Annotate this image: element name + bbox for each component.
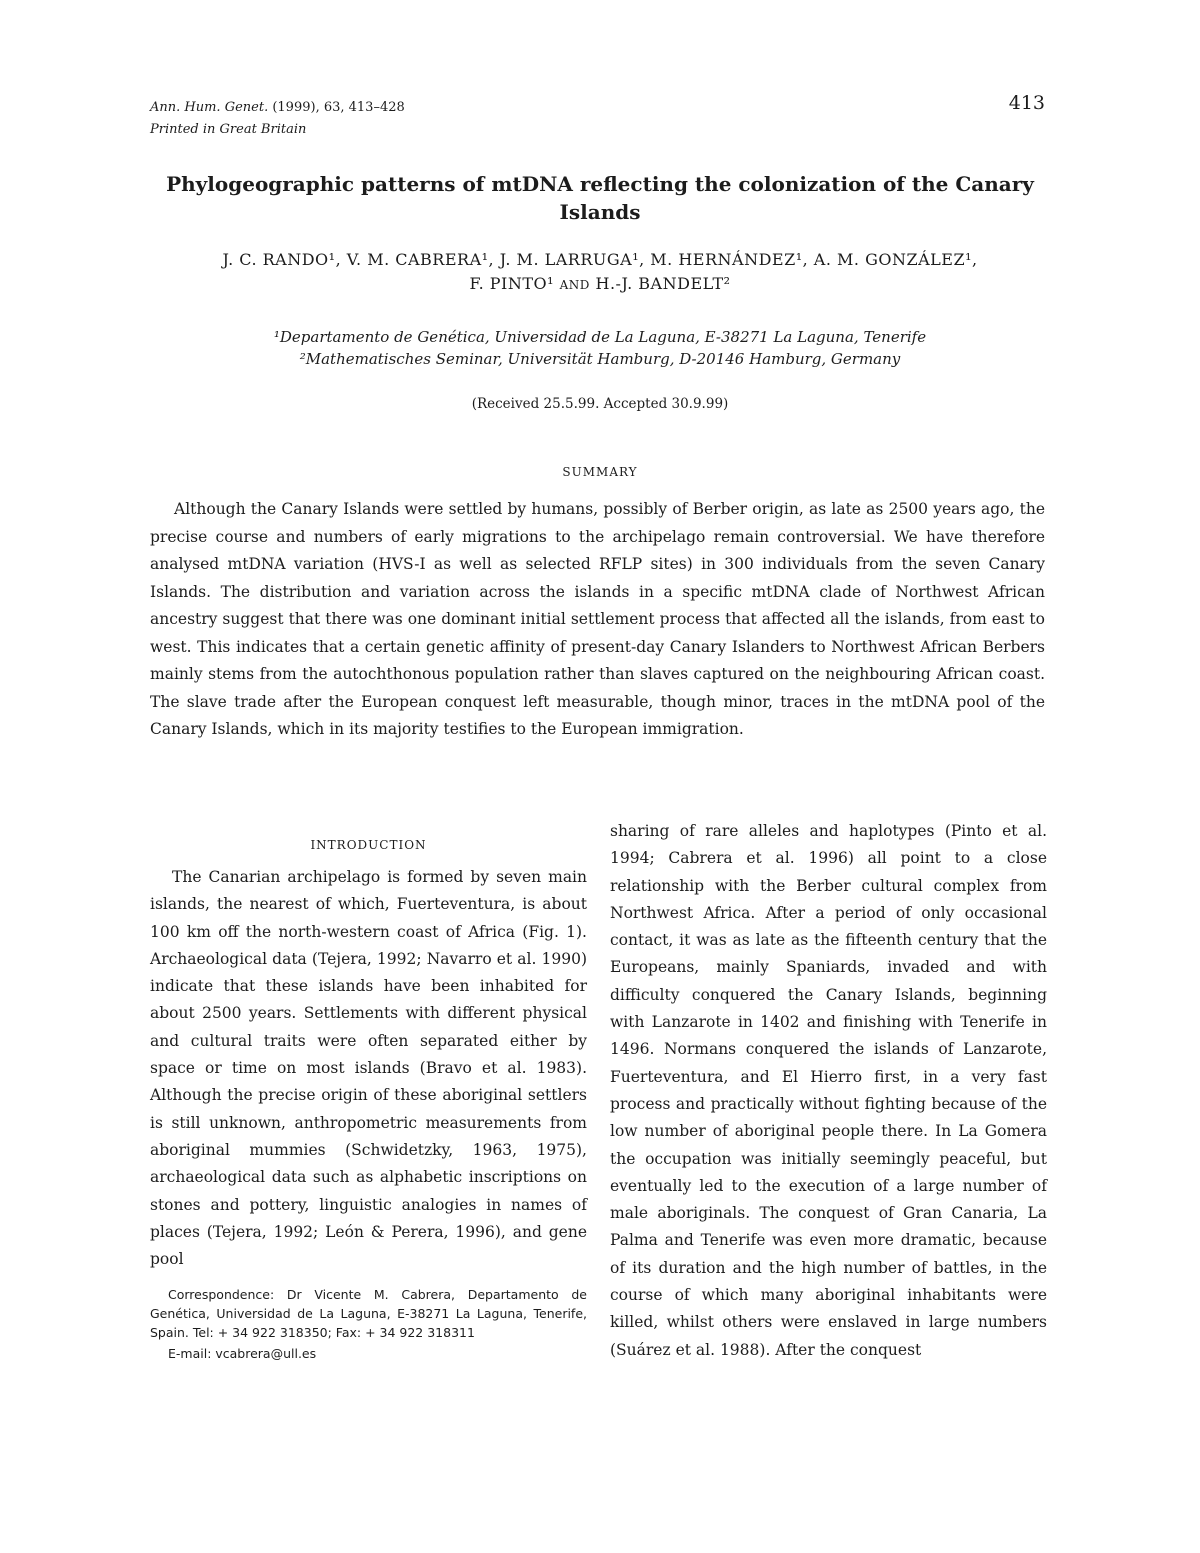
summary-heading: SUMMARY [562, 465, 638, 479]
author-and: AND [559, 278, 590, 292]
summary-text: Although the Canary Islands were settled by humans, possibly of Berber origin, as late as 2500 years ago, the precise course and numbers of early migrations to the archipelago remain controversial. We have therefore analysed mtDNA variation (HVS-I as well as selected RFLP sites) in 300 individuals from the seven Canary Islands. The distribution and variation across the islands in a specific mtDNA clade of Northwest African ancestry suggest that there was one dominant initial settlement process that affected all the islands, from east to west. This indicates that a certain genetic affinity of present-day Canary Islanders to Northwest African Berbers mainly stems from the autochthonous population rather than slaves captured on the neighbouring African coast. The slave trade after the European conquest left measurable, though minor, traces in the mtDNA pool of the Canary Islands, which in its majority testifies to the European immigration. [150, 500, 1045, 738]
author-bandelt: H.-J. BANDELT² [589, 274, 731, 293]
introduction-paragraph-left: The Canarian archipelago is formed by seven main islands, the nearest of which, Fuerteventura, is about 100 km off the north-western coast of Africa (Fig. 1). Archaeological data (Tejera, 1992; Navarro et al. 1990) indicate that these islands have been inhabited for about 2500 years. Settlements with different physical and cultural traits were often separated either by space or time on most islands (Bravo et al. 1983). Although the precise origin of these aboriginal settlers is still unknown, anthropometric measurements from aboriginal mummies (Schwidetzky, 1963, 1975), archaeological data such as alphabetic inscriptions on stones and pottery, linguistic analogies in names of places (Tejera, 1992; León & Perera, 1996), and gene pool [150, 868, 587, 1269]
printed-in: Printed in Great Britain [150, 122, 307, 137]
left-column [150, 838, 587, 1363]
author-line-1: J. C. RANDO¹, V. M. CABRERA¹, J. M. LARRUGA¹, M. HERNÁNDEZ¹, A. M. GONZÁLEZ¹, [222, 250, 978, 269]
correspondence-footnote [150, 1285, 587, 1363]
journal-abbrev: Ann. Hum. Genet. [150, 100, 269, 115]
paper-title: Phylogeographic patterns of mtDNA reflecting the colonization of the Canary Islands [166, 172, 1034, 224]
page-number: 413 [1008, 92, 1045, 114]
affiliation-1: ¹Departamento de Genética, Universidad de La Laguna, E-38271 La Laguna, Tenerife [273, 328, 927, 346]
affiliation-2: ²Mathematisches Seminar, Universität Hamburg, D-20146 Hamburg, Germany [299, 350, 901, 368]
author-line-2 [140, 272, 1060, 297]
author-pinto: F. PINTO¹ [469, 274, 560, 293]
email-text: E-mail: vcabrera@ull.es [168, 1346, 317, 1362]
journal-citation [150, 97, 405, 141]
received-dates: (Received 25.5.99. Accepted 30.9.99) [471, 396, 729, 412]
affiliations [150, 326, 1050, 370]
correspondence-text: Correspondence: Dr Vicente M. Cabrera, Departamento de Genética, Universidad de La Laguna, E-38271 La Laguna, Tenerife, Spain. Tel: + 34 922 318350; Fax: + 34 922 318311 [150, 1287, 587, 1341]
author-list [140, 248, 1060, 297]
right-column [610, 818, 1047, 1364]
introduction-paragraph-right: sharing of rare alleles and haplotypes (Pinto et al. 1994; Cabrera et al. 1996) all point to a close relationship with the Berber cultural complex from Northwest Africa. After a period of only occasional contact, it was as late as the fifteenth century that the Europeans, mainly Spaniards, invaded and with difficulty conquered the Canary Islands, beginning with Lanzarote in 1402 and finishing with Tenerife in 1496. Normans conquered the islands of Lanzarote, Fuerteventura, and El Hierro first, in a very fast process and practically without fighting because of the low number of aboriginal people there. In La Gomera the occupation was initially seemingly peaceful, but eventually led to the execution of a large number of male aboriginals. The conquest of Gran Canaria, La Palma and Tenerife was even more dramatic, because of its duration and the high number of battles, in the course of which many aboriginal inhabitants were killed, whilst others were enslaved in large numbers (Suárez et al. 1988). After the conquest [610, 822, 1047, 1359]
introduction-heading: INTRODUCTION [310, 838, 427, 852]
journal-volume-ref: (1999), 63, 413–428 [268, 100, 405, 115]
